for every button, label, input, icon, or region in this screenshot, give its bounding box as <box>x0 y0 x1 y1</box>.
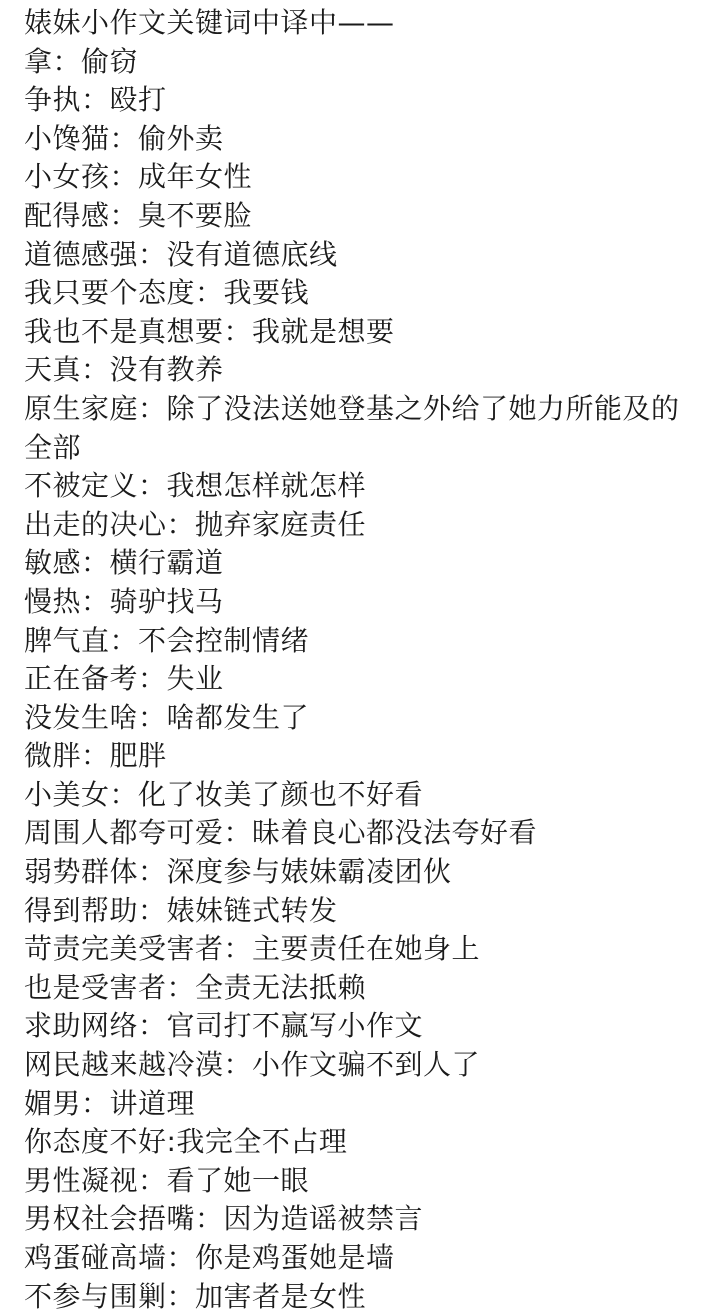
text-line: 配得感：臭不要脸 <box>24 198 253 232</box>
text-line: 小馋猫：偷外卖 <box>24 121 224 155</box>
text-line: 得到帮助：婊妹链式转发 <box>24 893 338 927</box>
text-line: 出走的决心：抛弃家庭责任 <box>24 507 367 541</box>
text-line: 道德感强：没有道德底线 <box>24 237 338 271</box>
text-line: 你态度不好:我完全不占理 <box>24 1125 348 1159</box>
text-line: 慢热：骑驴找马 <box>24 584 224 618</box>
text-line: 苛责完美受害者：主要责任在她身上 <box>24 932 481 966</box>
text-line: 拿：偷窃 <box>24 44 139 78</box>
text-line: 鸡蛋碰高墙：你是鸡蛋她是墙 <box>24 1241 395 1274</box>
text-line: 争执：殴打 <box>24 83 167 117</box>
text-line: 也是受害者：全责无法抵赖 <box>24 970 367 1004</box>
document-title: 婊妹小作文关键词中译中—— <box>24 6 395 39</box>
text-line: 小女孩：成年女性 <box>24 160 253 194</box>
text-line: 媚男：讲道理 <box>24 1086 196 1120</box>
text-line: 我也不是真想要：我就是想要 <box>24 314 395 348</box>
text-line: 没发生啥：啥都发生了 <box>24 700 310 734</box>
text-line: 弱势群体：深度参与婊妹霸凌团伙 <box>24 855 452 889</box>
text-line: 正在备考：失业 <box>24 662 224 696</box>
text-line: 男权社会捂嘴：因为造谣被禁言 <box>24 1202 424 1236</box>
text-line: 微胖：肥胖 <box>24 739 167 773</box>
text-line: 小美女：化了妆美了颜也不好看 <box>24 777 424 811</box>
text-line: 敏感：横行霸道 <box>24 546 224 580</box>
text-line: 网民越来越冷漠：小作文骗不到人了 <box>24 1048 481 1082</box>
text-line: 我只要个态度：我要钱 <box>24 276 310 310</box>
text-line: 周围人都夸可爱：昧着良心都没法夸好看 <box>24 816 538 850</box>
text-line: 不被定义：我想怎样就怎样 <box>24 469 367 503</box>
text-line: 男性凝视：看了她一眼 <box>24 1163 310 1197</box>
text-line: 不参与围剿：加害者是女性 <box>24 1279 367 1313</box>
text-line: 脾气直：不会控制情绪 <box>24 623 310 657</box>
text-line: 原生家庭：除了没法送她登基之外给了她力所能及的全部 <box>24 391 680 464</box>
text-line: 求助网络：官司打不赢写小作文 <box>24 1009 424 1043</box>
text-line: 天真：没有教养 <box>24 353 224 387</box>
document-body <box>24 4 704 1316</box>
